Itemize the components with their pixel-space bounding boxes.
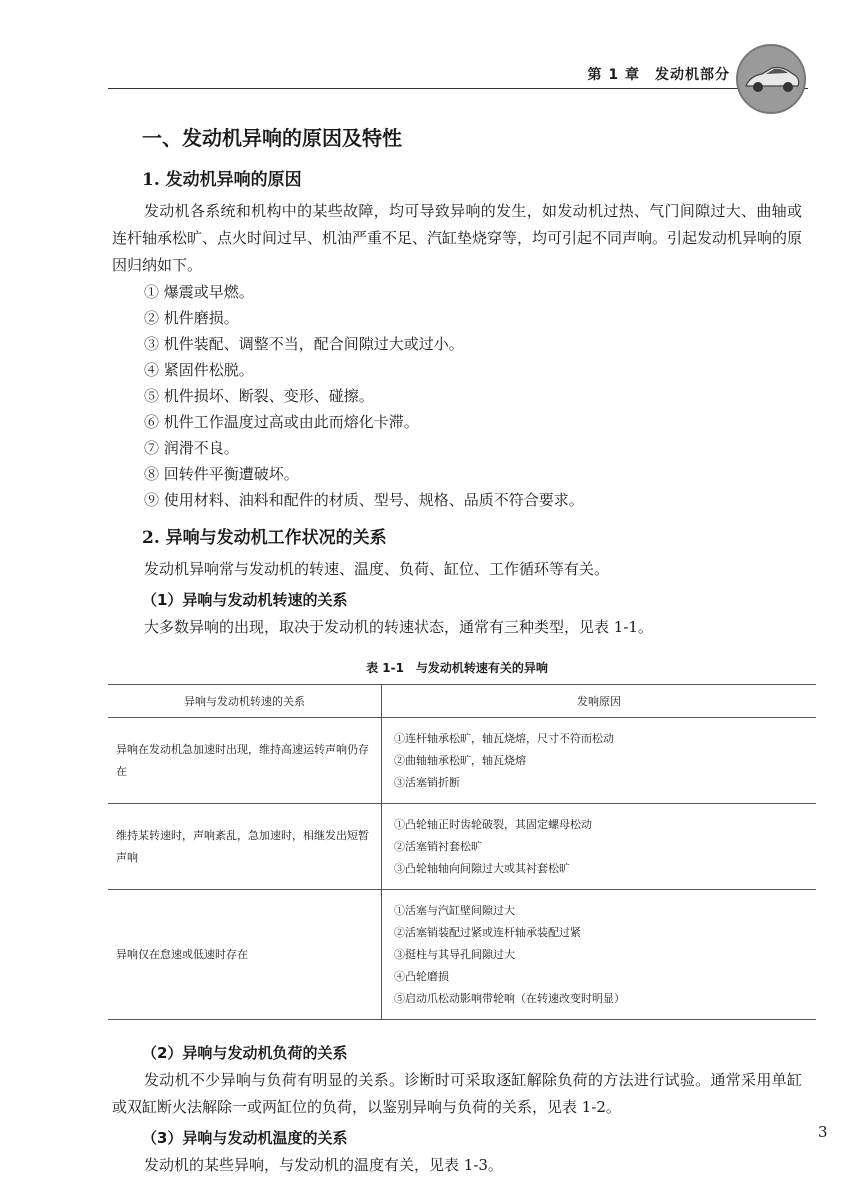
subsection-relations-title: 2. 异响与发动机工作状况的关系 bbox=[142, 528, 387, 548]
cause-item: ⑤启动爪松动影响带轮响（在转速改变时明显） bbox=[394, 991, 625, 1005]
load-relation-text: 发动机不少异响与负荷有明显的关系。诊断时可采取逐缸解除负荷的方法进行试验。通常采用单缸或双缸断火法解除一或两缸位的负荷，以鉴别异响与负荷的关系，见表 1-2。 bbox=[112, 1071, 802, 1116]
list-item: ⑦ 润滑不良。 bbox=[144, 439, 239, 457]
cause-item: ②活塞销装配过紧或连杆轴承装配过紧 bbox=[394, 925, 581, 939]
causes-cell bbox=[382, 718, 817, 804]
running-header bbox=[108, 60, 808, 89]
relation-cell: 异响仅在怠速或低速时存在 bbox=[108, 890, 382, 1020]
table-row bbox=[108, 890, 816, 1020]
temp-relation-text: 发动机的某些异响，与发动机的温度有关，见表 1-3。 bbox=[144, 1156, 503, 1174]
table-row bbox=[108, 718, 816, 804]
relation-cell: 异响在发动机急加速时出现，维持高速运转声响仍存在 bbox=[108, 718, 382, 804]
cause-item: ③活塞销折断 bbox=[394, 775, 460, 789]
table-header-row bbox=[108, 685, 816, 718]
temp-relation-title: （3）异响与发动机温度的关系 bbox=[142, 1129, 348, 1147]
speed-relation-text: 大多数异响的出现，取决于发动机的转速状态，通常有三种类型，见表 1-1。 bbox=[144, 618, 653, 636]
page-content bbox=[112, 122, 802, 1179]
list-item: ⑤ 机件损坏、断裂、变形、碰擦。 bbox=[144, 387, 374, 405]
cause-item: ②曲轴轴承松旷，轴瓦烧熔 bbox=[394, 753, 526, 767]
speed-noise-table bbox=[108, 684, 816, 1020]
list-item: ⑨ 使用材料、油料和配件的材质、型号、规格、品质不符合要求。 bbox=[144, 491, 584, 509]
cause-item: ④凸轮磨损 bbox=[394, 969, 449, 983]
list-item: ④ 紧固件松脱。 bbox=[144, 361, 254, 379]
column-header: 发响原因 bbox=[382, 685, 817, 718]
chapter-title: 第 1 章 发动机部分 bbox=[587, 67, 730, 83]
load-relation-title: （2）异响与发动机负荷的关系 bbox=[142, 1044, 348, 1062]
relations-intro: 发动机异响常与发动机的转速、温度、负荷、缸位、工作循环等有关。 bbox=[144, 560, 610, 578]
causes-list bbox=[112, 279, 802, 513]
causes-cell bbox=[382, 890, 817, 1020]
list-item: ② 机件磨损。 bbox=[144, 309, 239, 327]
speed-relation-title: （1）异响与发动机转速的关系 bbox=[142, 591, 348, 609]
cause-item: ①凸轮轴正时齿轮破裂，其固定螺母松动 bbox=[394, 817, 592, 831]
cause-item: ②活塞销衬套松旷 bbox=[394, 839, 482, 853]
causes-intro: 发动机各系统和机构中的某些故障，均可导致异响的发生，如发动机过热、气门间隙过大、曲轴或连杆轴承松旷、点火时间过早、机油严重不足、汽缸垫烧穿等，均可引起不同声响。引起发动机异响的原因归纳如下。 bbox=[112, 202, 803, 274]
column-header: 异响与发动机转速的关系 bbox=[108, 685, 382, 718]
list-item: ③ 机件装配、调整不当，配合间隙过大或过小。 bbox=[144, 335, 464, 353]
cause-item: ③挺柱与其导孔间隙过大 bbox=[394, 947, 515, 961]
table-caption: 表 1-1 与发动机转速有关的异响 bbox=[366, 661, 548, 675]
list-item: ① 爆震或早燃。 bbox=[144, 283, 254, 301]
list-item: ⑧ 回转件平衡遭破坏。 bbox=[144, 465, 299, 483]
table-row bbox=[108, 804, 816, 890]
subsection-causes-title: 1. 发动机异响的原因 bbox=[142, 170, 302, 190]
cause-item: ③凸轮轴轴向间隙过大或其衬套松旷 bbox=[394, 861, 570, 875]
page-number: 3 bbox=[818, 1123, 828, 1141]
car-icon bbox=[736, 44, 806, 114]
causes-cell bbox=[382, 804, 817, 890]
section-title: 一、发动机异响的原因及特性 bbox=[142, 126, 402, 150]
cause-item: ①连杆轴承松旷，轴瓦烧熔，尺寸不符而松动 bbox=[394, 731, 614, 745]
cause-item: ①活塞与汽缸壁间隙过大 bbox=[394, 903, 515, 917]
relation-cell: 维持某转速时，声响紊乱，急加速时，相继发出短暂声响 bbox=[108, 804, 382, 890]
list-item: ⑥ 机件工作温度过高或由此而熔化卡滞。 bbox=[144, 413, 419, 431]
